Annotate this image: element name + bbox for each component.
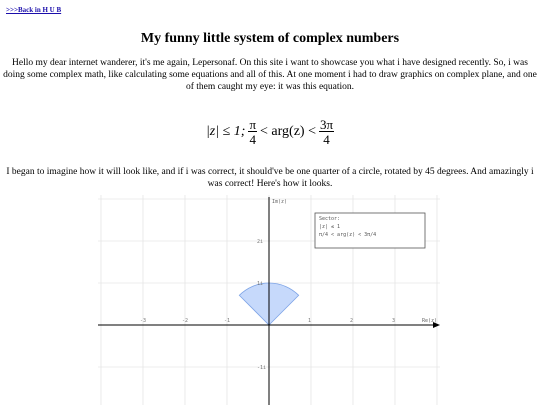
x-tick-label: 1 — [308, 318, 312, 324]
x-tick-label: 2 — [350, 318, 354, 324]
back-to-hub-link[interactable]: >>>Back in H U B — [6, 6, 62, 14]
y-tick-label: 2i — [257, 239, 264, 245]
imaginary-axis-label: Im(z) — [272, 199, 288, 205]
second-paragraph: I began to imagine how it will look like, and if i was correct, it should've be one quarter of a circle, rotated by 45 degrees. And amazingly i was correct! Here's how it looks. — [6, 167, 534, 189]
legend-title: Sector: — [319, 216, 341, 222]
x-tick-label: -1 — [224, 318, 231, 324]
legend-line-1: |z| ≤ 1 — [319, 224, 341, 230]
equation-middle: < arg(z) < — [260, 124, 316, 139]
y-tick-label: 1i — [257, 281, 264, 287]
complex-plane-graph — [98, 195, 440, 405]
lower-bound-numerator: π — [249, 117, 257, 132]
upper-bound-numerator: 3π — [319, 117, 334, 132]
page-title: My funny little system of complex numbers — [140, 31, 400, 46]
intro-paragraph: Hello my dear internet wanderer, it's me again, Lepersonaf. On this site i want to showcase you what i have designed recently. So, i was doing some complex math, like calculating some equations and all of this. At one moment i had to draw graphics on complex plane, and one of them caught my eye: it was this equation. — [3, 58, 537, 92]
x-tick-label: -3 — [140, 318, 147, 324]
real-axis-label: Re(z) — [422, 318, 438, 324]
y-tick-label: -1i — [257, 365, 267, 371]
x-tick-label: 3 — [392, 318, 396, 324]
x-tick-label: -2 — [182, 318, 189, 324]
lower-bound-denominator: 4 — [249, 132, 256, 147]
legend-line-2: π/4 < arg(z) < 3π/4 — [319, 232, 377, 238]
equation-upper-bound — [319, 118, 334, 146]
equation-modulus: |z| ≤ 1; — [205, 124, 246, 139]
equation-lower-bound — [248, 118, 257, 146]
equation — [0, 117, 540, 147]
upper-bound-denominator: 4 — [323, 132, 330, 147]
